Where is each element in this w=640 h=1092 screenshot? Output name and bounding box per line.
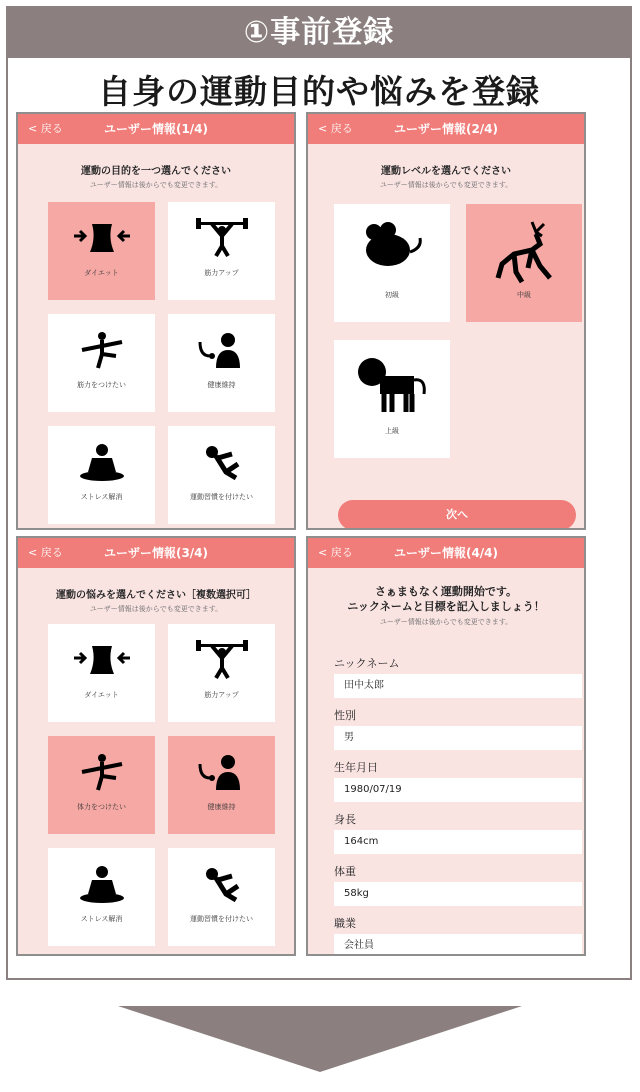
field-gender	[334, 708, 582, 750]
option-label: 運動習慣を付けたい	[190, 493, 253, 501]
note-text: ユーザー情報は後からでも変更できます。	[89, 605, 223, 613]
panel-title: ユーザー情報(4/4)	[393, 546, 499, 560]
back-button[interactable]: < 戻る	[28, 122, 63, 135]
meditation-icon	[72, 442, 132, 482]
option-habit[interactable]	[168, 426, 275, 524]
panel-user-info-2	[306, 112, 586, 530]
level-label: 初級	[385, 291, 399, 299]
option-label: 筋力アップ	[204, 691, 239, 699]
weightlifter-icon	[192, 640, 252, 680]
concern-health[interactable]	[168, 736, 275, 834]
level-label: 上級	[385, 427, 399, 435]
option-label: ストレス解消	[80, 493, 123, 501]
weightlifter-icon	[192, 218, 252, 258]
step-banner: ①事前登録	[8, 8, 630, 58]
deer-icon	[492, 218, 556, 290]
field-label: 身長	[334, 813, 356, 826]
mouse-icon	[360, 218, 424, 274]
headline: 自身の運動目的や悩みを登録	[98, 72, 540, 111]
field-label: 生年月日	[334, 761, 378, 774]
stretch-icon	[72, 330, 132, 370]
option-label: 筋力をつけたい	[77, 381, 126, 389]
question-text	[308, 584, 584, 614]
gender-input[interactable]: 男	[334, 726, 582, 750]
field-occupation	[334, 916, 582, 956]
level-beginner[interactable]	[334, 204, 450, 322]
option-label: 運動習慣を付けたい	[190, 915, 253, 923]
level-intermediate[interactable]	[466, 204, 582, 322]
back-button[interactable]: < 戻る	[318, 546, 353, 559]
panel-user-info-1	[16, 112, 296, 530]
field-label: 性別	[334, 709, 356, 722]
field-label: ニックネーム	[334, 657, 400, 670]
down-arrow-icon	[118, 1006, 522, 1072]
height-input[interactable]: 164cm	[334, 830, 582, 854]
field-height	[334, 812, 582, 854]
panel-user-info-4	[306, 536, 586, 956]
note-text: ユーザー情報は後からでも変更できます。	[89, 181, 223, 189]
level-label: 中級	[517, 291, 531, 299]
field-label: 職業	[334, 917, 356, 930]
back-button[interactable]: < 戻る	[318, 122, 353, 135]
panel-header	[308, 538, 584, 568]
concern-strength[interactable]	[168, 624, 275, 722]
panel-title: ユーザー情報(2/4)	[393, 122, 499, 136]
option-label: 健康維持	[207, 803, 236, 811]
panel-user-info-3	[16, 536, 296, 956]
concern-stress[interactable]	[48, 848, 155, 946]
option-stress[interactable]	[48, 426, 155, 524]
diet-icon	[72, 218, 132, 258]
option-strength[interactable]	[168, 202, 275, 300]
option-stamina[interactable]	[48, 314, 155, 412]
concern-diet[interactable]	[48, 624, 155, 722]
lion-icon	[354, 354, 430, 414]
field-nickname	[334, 656, 582, 698]
question-text: 運動の目的を一つ選んでください	[81, 166, 231, 177]
field-label: 体重	[334, 865, 356, 878]
stretch-icon	[72, 752, 132, 792]
nickname-input[interactable]: 田中太郎	[334, 674, 582, 698]
question-line-1: さぁまもなく運動開始です。	[374, 585, 518, 598]
meditation-icon	[72, 864, 132, 904]
situp-icon	[192, 864, 252, 904]
panel-title: ユーザー情報(1/4)	[103, 122, 209, 136]
occupation-input[interactable]: 会社員	[334, 934, 582, 956]
concern-stamina[interactable]	[48, 736, 155, 834]
level-advanced[interactable]	[334, 340, 450, 458]
panel-header	[18, 538, 294, 568]
panel-header	[18, 114, 294, 144]
question-line-2: ニックネームと目標を記入しましょう！	[347, 600, 545, 613]
option-label: ダイエット	[84, 691, 119, 699]
note-text: ユーザー情報は後からでも変更できます。	[379, 181, 513, 189]
birthdate-input[interactable]: 1980/07/19	[334, 778, 582, 802]
doctor-icon	[192, 752, 252, 792]
doctor-icon	[192, 330, 252, 370]
field-birthdate	[334, 760, 582, 802]
option-label: 体力をつけたい	[77, 803, 126, 811]
option-label: 健康維持	[207, 381, 236, 389]
question-text: 運動の悩みを選んでください［複数選択可］	[56, 590, 256, 601]
note-text: ユーザー情報は後からでも変更できます。	[379, 618, 513, 626]
concern-habit[interactable]	[168, 848, 275, 946]
option-diet[interactable]	[48, 202, 155, 300]
weight-input[interactable]: 58kg	[334, 882, 582, 906]
field-weight	[334, 864, 582, 906]
next-button[interactable]: 次へ	[338, 500, 576, 530]
option-label: 筋力アップ	[204, 269, 239, 277]
back-button[interactable]: < 戻る	[28, 546, 63, 559]
question-text: 運動レベルを選んでください	[381, 166, 511, 177]
diet-icon	[72, 640, 132, 680]
panel-title: ユーザー情報(3/4)	[103, 546, 209, 560]
option-label: ダイエット	[84, 269, 119, 277]
option-label: ストレス解消	[80, 915, 123, 923]
panel-header	[308, 114, 584, 144]
situp-icon	[192, 442, 252, 482]
option-health[interactable]	[168, 314, 275, 412]
